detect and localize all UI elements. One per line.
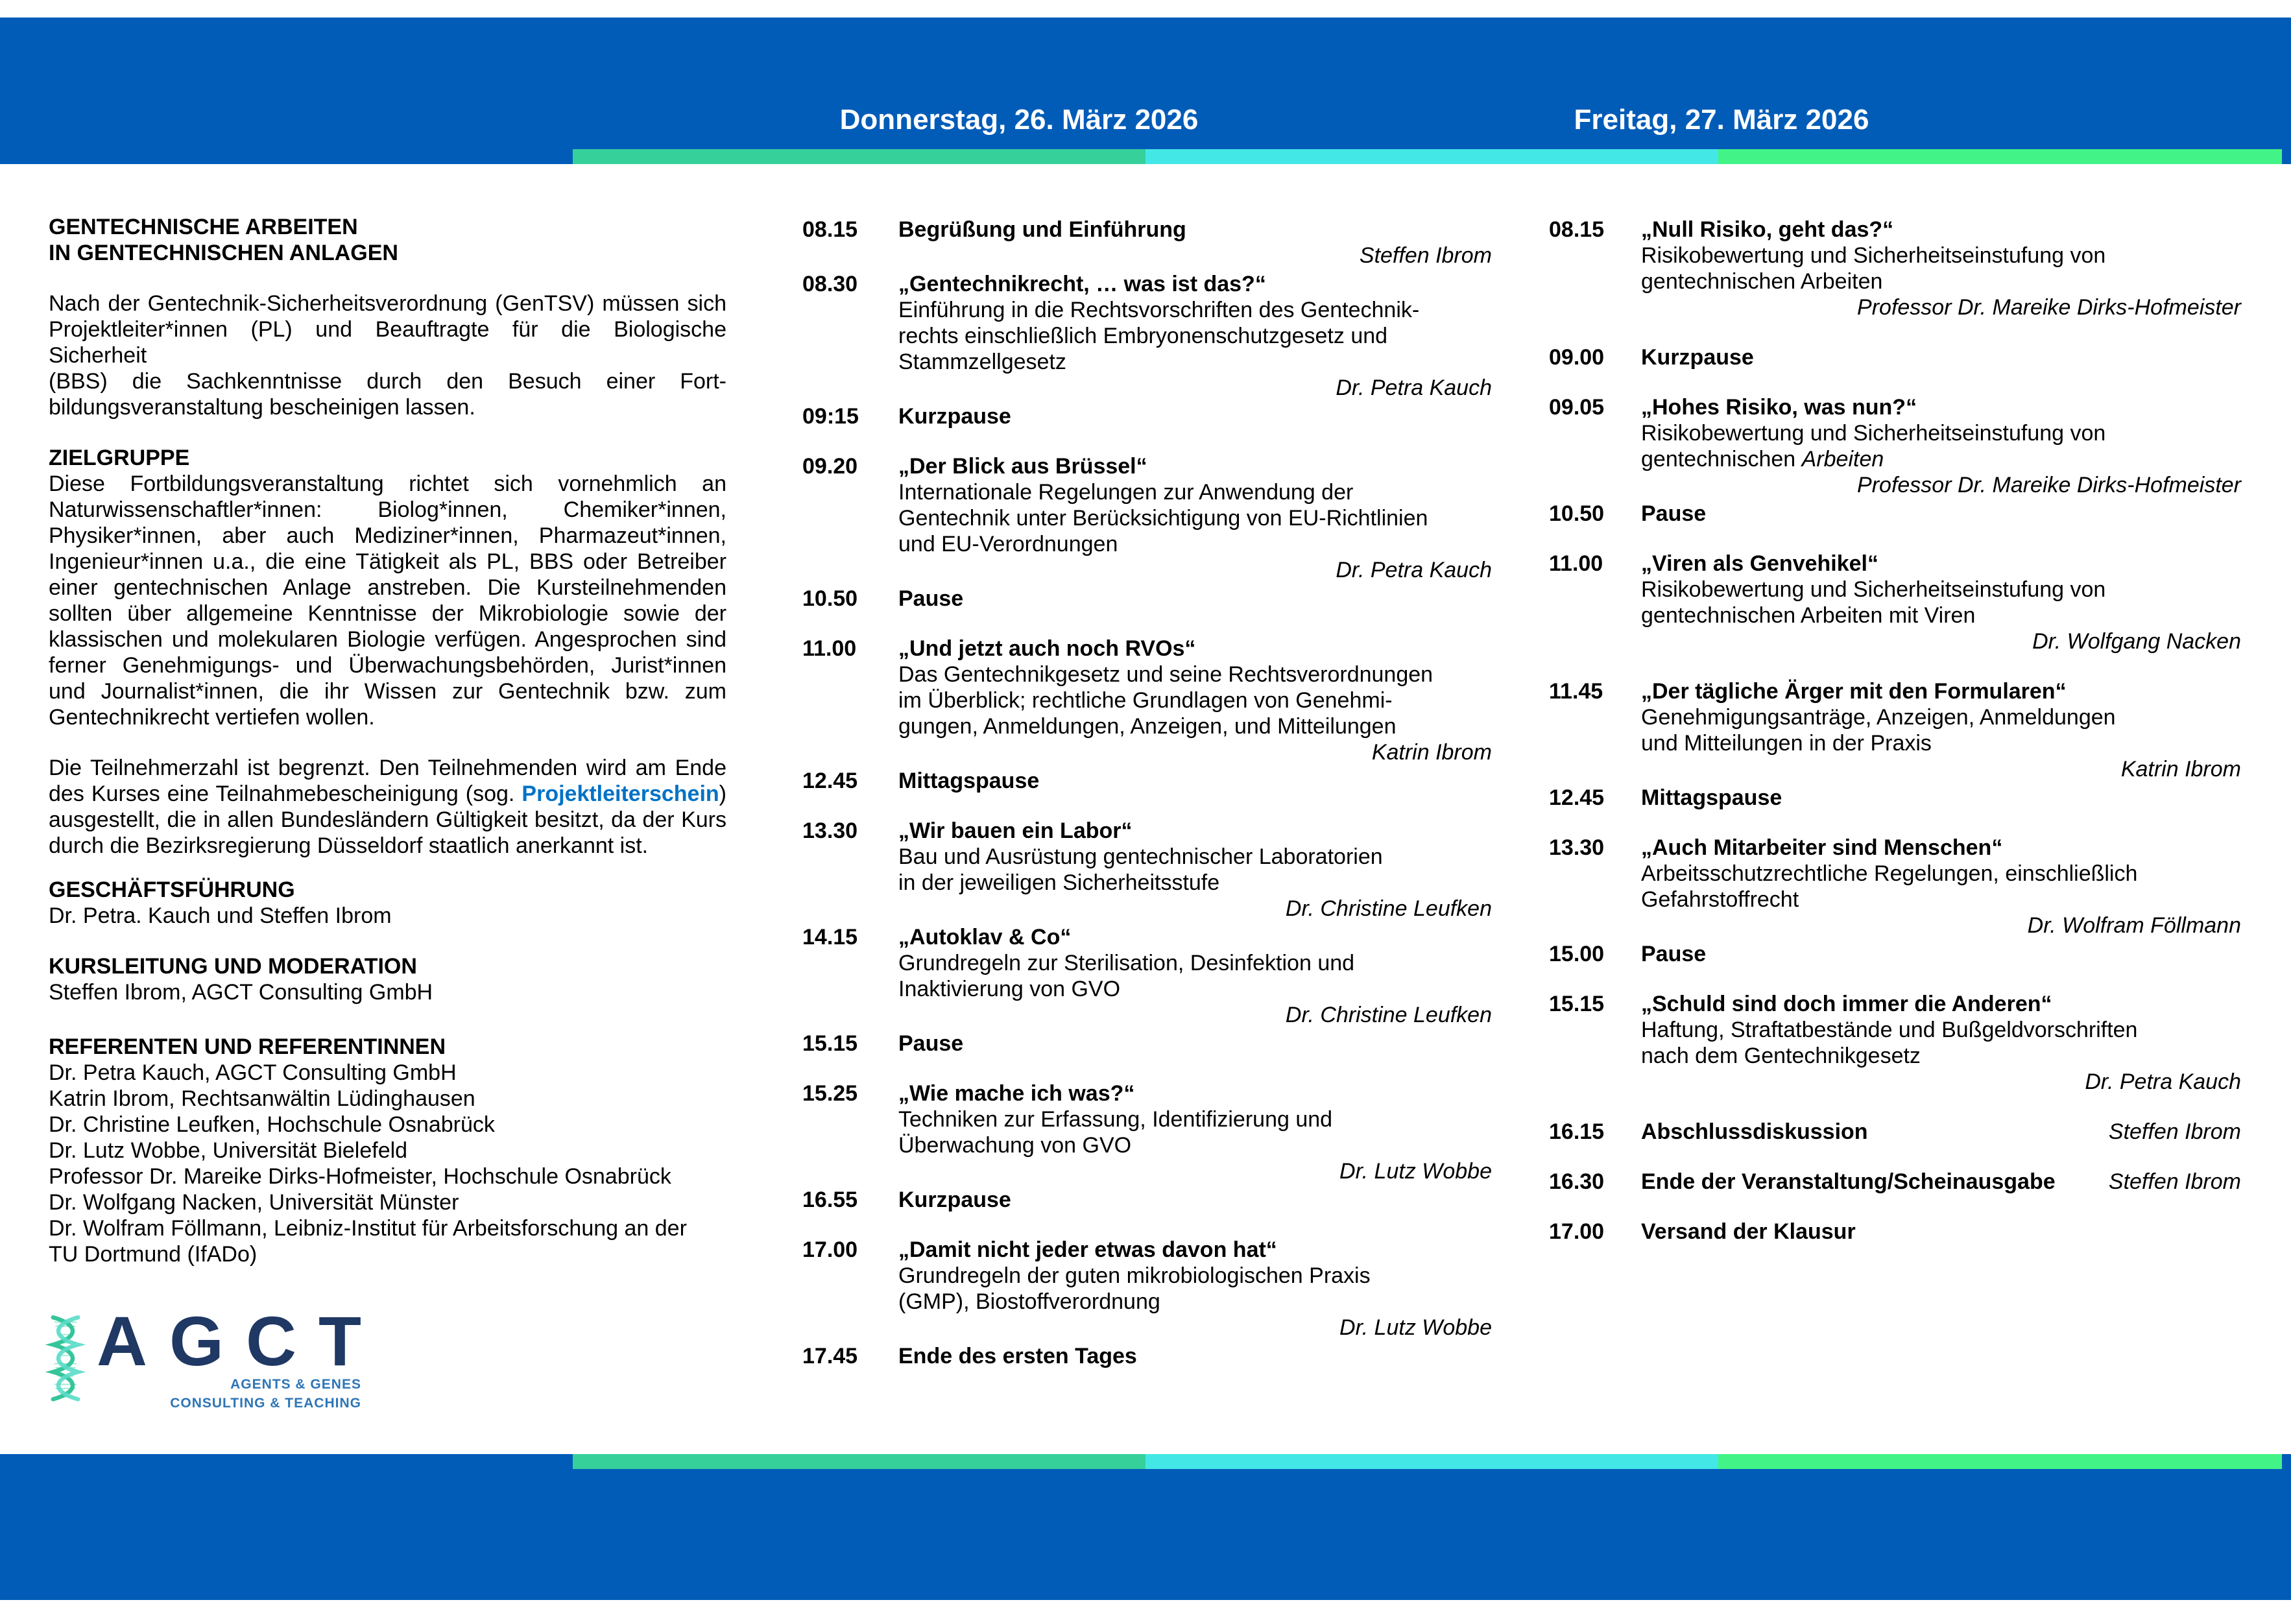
session-desc-line: Überwachung von GVO [898, 1133, 1132, 1158]
session-time: 16.15 [1549, 1119, 1605, 1144]
zielgruppe-paragraph [49, 471, 726, 730]
session-title: „Und jetzt auch noch RVOs“ [898, 636, 1196, 661]
session-title: „Viren als Genvehikel“ [1641, 551, 1878, 576]
session-speaker: Dr. Petra Kauch [2085, 1069, 2241, 1094]
paragraph-line: Die Teilnehmerzahl ist begrenzt. Den Teilnehmenden wird am Ende [49, 756, 726, 780]
schedule-thursday [802, 214, 1492, 1369]
session-speaker: Katrin Ibrom [1371, 740, 1492, 765]
paragraph-line: ausgestellt, die in allen Bundesländern Gültigkeit besitzt, da der Kurs [49, 807, 726, 832]
paragraph-line: klassischen und molekularen Biologie verfügen. Angesprochen sind [49, 627, 726, 652]
session-time: 11.00 [802, 636, 857, 661]
session-desc-line: Risikobewertung und Sicherheitseinstufung von [1641, 577, 2106, 602]
session-title: „Wie mache ich was?“ [898, 1081, 1135, 1106]
session-row [1549, 835, 2241, 938]
session-title: Ende der Veranstaltung/Scheinausgabe [1641, 1169, 2056, 1194]
paragraph-text: des Kurses eine Teilnahmebescheinigung (sog. [49, 782, 522, 806]
info-column [49, 214, 726, 1413]
session-row [1549, 991, 2241, 1095]
paragraph-line: sollten über allgemeine Kenntnisse der Mikrobiologie sowie der [49, 601, 726, 626]
session-desc-line: und Mitteilungen in der Praxis [1641, 731, 1932, 756]
session-desc-line: Arbeitsschutzrechtliche Regelungen, einschließlich [1641, 861, 2138, 886]
session-desc-line: nach dem Gentechnikgesetz [1641, 1044, 1921, 1068]
session-desc-line: rechts einschließlich Embryonenschutzgesetz und [898, 324, 1388, 348]
session-title: „Damit nicht jeder etwas davon hat“ [898, 1237, 1277, 1262]
session-desc-line: Risikobewertung und Sicherheitseinstufung von [1641, 421, 2106, 446]
session-title: „Schuld sind doch immer die Anderen“ [1641, 992, 2052, 1016]
session-time: 17.00 [802, 1237, 858, 1262]
session-row [802, 453, 1492, 583]
session-speaker: Dr. Petra Kauch [1336, 558, 1492, 582]
paragraph-line: bildungsveranstaltung bescheinigen lassen. [49, 395, 475, 420]
session-row [1549, 1119, 2241, 1145]
session-time: 12.45 [1549, 785, 1605, 810]
session-speaker: Steffen Ibrom [1359, 243, 1492, 268]
session-row [802, 1237, 1492, 1341]
page-title-line: GENTECHNISCHE ARBEITEN [49, 215, 358, 239]
session-desc-line: in der jeweiligen Sicherheitsstufe [898, 870, 1220, 895]
strip-segment-green [573, 1454, 1146, 1469]
footer-color-strip [0, 1454, 2291, 1469]
session-desc-line: Das Gentechnikgesetz und seine Rechtsverordnungen [898, 662, 1433, 687]
paragraph-line: einer gentechnischen Anlage anstreben. Die Kursteilnehmenden [49, 575, 726, 600]
strip-segment-bright-green [1718, 1454, 2282, 1469]
session-time: 12.45 [802, 769, 858, 793]
paragraph-text: ) [719, 782, 726, 806]
session-title: „Autoklav & Co“ [898, 925, 1072, 949]
session-title: Mittagspause [898, 769, 1040, 793]
session-row [1549, 551, 2241, 654]
session-time: 08.15 [802, 217, 858, 242]
session-speaker: Dr. Lutz Wobbe [1339, 1159, 1492, 1184]
paragraph-line: Gentechnikrecht vertiefen wollen. [49, 705, 375, 730]
session-time: 13.30 [1549, 835, 1605, 860]
session-row [802, 1343, 1492, 1369]
session-time: 08.30 [802, 272, 858, 296]
session-desc-line: Risikobewertung und Sicherheitseinstufung von [1641, 243, 2106, 268]
session-time: 10.50 [1549, 501, 1605, 526]
session-time: 11.45 [1549, 679, 1603, 704]
session-speaker: Katrin Ibrom [2120, 757, 2241, 782]
session-row [802, 403, 1492, 429]
referent-line: Dr. Wolfgang Nacken, Universität Münster [49, 1190, 459, 1215]
session-time: 16.30 [1549, 1169, 1605, 1194]
section-heading-geschaeftsfuehrung: GESCHÄFTSFÜHRUNG [49, 878, 295, 902]
session-row [1549, 1169, 2241, 1195]
session-time: 09:15 [802, 404, 859, 429]
session-time: 11.00 [1549, 551, 1603, 576]
strip-segment-cap [2282, 149, 2291, 164]
session-title: „Auch Mitarbeiter sind Menschen“ [1641, 835, 2003, 860]
session-row [802, 271, 1492, 401]
session-row [1549, 785, 2241, 811]
referent-line: Dr. Wolfram Föllmann, Leibniz-Institut für Arbeitsforschung an der [49, 1216, 687, 1241]
session-desc-line: (GMP), Biostoffverordnung [898, 1289, 1160, 1314]
session-speaker: Dr. Lutz Wobbe [1339, 1315, 1492, 1340]
certificate-paragraph [49, 755, 726, 859]
session-title: Ende des ersten Tages [898, 1344, 1137, 1368]
session-desc-text: gentechnischen [1641, 447, 1802, 472]
session-row [802, 1187, 1492, 1213]
paragraph-line [49, 781, 726, 807]
session-speaker: Dr. Petra Kauch [1336, 376, 1492, 400]
session-desc-line: und EU-Verordnungen [898, 532, 1118, 556]
session-title: Kurzpause [1641, 345, 1754, 370]
management-names: Dr. Petra. Kauch und Steffen Ibrom [49, 903, 392, 928]
session-title: Pause [1641, 501, 1707, 526]
session-row [1549, 344, 2241, 370]
referent-line: Dr. Christine Leufken, Hochschule Osnabrück [49, 1112, 495, 1137]
paragraph-line: Ingenieur*innen u.a., die eine Tätigkeit als PL, BBS oder Betreiber [49, 549, 726, 574]
session-title: Pause [898, 1031, 964, 1056]
referent-line: Dr. Lutz Wobbe, Universität Bielefeld [49, 1138, 408, 1163]
session-speaker: Dr. Wolfgang Nacken [2032, 629, 2241, 654]
paragraph-line: Nach der Gentechnik-Sicherheitsverordnung (GenTSV) müssen sich [49, 291, 726, 316]
session-title: Pause [898, 586, 964, 611]
session-title: „Wir bauen ein Labor“ [898, 818, 1133, 843]
dna-helix-icon [45, 1311, 86, 1410]
referent-line: Katrin Ibrom, Rechtsanwältin Lüdinghausen [49, 1086, 475, 1111]
session-desc-line: gungen, Anmeldungen, Anzeigen, und Mitteilungen [898, 714, 1397, 739]
strip-segment-cyan [1146, 149, 1718, 164]
session-row [802, 586, 1492, 612]
session-speaker: Steffen Ibrom [2108, 1169, 2241, 1194]
session-time: 13.30 [802, 818, 858, 843]
session-time: 15.15 [802, 1031, 858, 1056]
session-title: „Hohes Risiko, was nun?“ [1641, 395, 1917, 420]
referent-line: TU Dortmund (IfADo) [49, 1242, 258, 1267]
session-desc-line: Einführung in die Rechtsvorschriften des Gentechnik- [898, 298, 1420, 322]
logo-text-block [97, 1302, 383, 1413]
session-title: „Der Blick aus Brüssel“ [898, 454, 1147, 479]
session-speaker: Dr. Wolfram Föllmann [2027, 913, 2241, 938]
session-time: 09.05 [1549, 395, 1605, 420]
session-desc-line: im Überblick; rechtliche Grundlagen von Genehmi- [898, 688, 1393, 713]
session-desc-line: Grundregeln der guten mikrobiologischen Praxis [898, 1263, 1371, 1288]
strip-segment-bright-green [1718, 149, 2282, 164]
session-time: 15.15 [1549, 992, 1605, 1016]
session-desc-line: Bau und Ausrüstung gentechnischer Laboratorien [898, 844, 1383, 869]
session-speaker: Dr. Christine Leufken [1285, 1003, 1492, 1027]
session-time: 09.00 [1549, 345, 1605, 370]
projektleiterschein-link[interactable]: Projektleiterschein [522, 782, 719, 806]
session-row [1549, 394, 2241, 498]
session-row [802, 924, 1492, 1028]
session-row [802, 818, 1492, 922]
session-title: Abschlussdiskussion [1641, 1119, 1868, 1144]
paragraph-line: (BBS) die Sachkenntnisse durch den Besuch einer Fort- [49, 369, 726, 394]
session-title: „Null Risiko, geht das?“ [1641, 217, 1894, 242]
session-time: 15.25 [802, 1081, 858, 1106]
day-title-friday: Freitag, 27. März 2026 [1574, 104, 1869, 136]
session-time: 16.55 [802, 1188, 858, 1212]
session-time: 17.00 [1549, 1219, 1605, 1244]
strip-segment-green [573, 149, 1146, 164]
session-row [802, 636, 1492, 765]
paragraph-line: Projektleiter*innen (PL) und Beauftragte für die Biologische Sicherheit [49, 317, 726, 368]
agct-logo [49, 1302, 726, 1413]
session-title: Mittagspause [1641, 785, 1782, 810]
session-desc-line: Gentechnik unter Berücksichtigung von EU-Richtlinien [898, 506, 1428, 531]
session-time: 09.20 [802, 454, 858, 479]
session-speaker: Dr. Christine Leufken [1285, 896, 1492, 921]
paragraph-line: ferner Genehmigungs- und Überwachungsbehörden, Jurist*innen [49, 653, 726, 678]
session-row [802, 1081, 1492, 1184]
session-desc-line: Genehmigungsanträge, Anzeigen, Anmeldungen [1641, 705, 2116, 730]
session-desc-line: Internationale Regelungen zur Anwendung der [898, 480, 1354, 505]
session-desc-line: Inaktivierung von GVO [898, 977, 1121, 1001]
strip-segment-blue [0, 1454, 573, 1469]
session-speaker: Steffen Ibrom [2108, 1119, 2241, 1144]
session-desc-line [1641, 446, 2241, 472]
session-desc-line: Stammzellgesetz [898, 350, 1066, 374]
session-title: „Der tägliche Ärger mit den Formularen“ [1641, 679, 2067, 704]
logo-letters: AGCT [97, 1302, 383, 1380]
session-row [802, 768, 1492, 794]
page-title-line: IN GENTECHNISCHEN ANLAGEN [49, 241, 398, 265]
session-title: Kurzpause [898, 1188, 1011, 1212]
session-row [1549, 217, 2241, 320]
paragraph-line: und Journalist*innen, die ihr Wissen zur Gentechnik bzw. zum [49, 679, 726, 704]
session-desc-line: Techniken zur Erfassung, Identifizierung und [898, 1107, 1333, 1132]
session-speaker: Professor Dr. Mareike Dirks-Hofmeister [1857, 295, 2241, 320]
session-row [1549, 941, 2241, 967]
paragraph-line: Diese Fortbildungsveranstaltung richtet sich vornehmlich an [49, 472, 726, 496]
session-title: „Gentechnikrecht, … was ist das?“ [898, 272, 1266, 296]
session-row [1549, 678, 2241, 782]
session-time: 10.50 [802, 586, 858, 611]
session-title: Versand der Klausur [1641, 1219, 1856, 1244]
session-row [802, 1031, 1492, 1057]
logo-subtitle-consulting-teaching: CONSULTING & TEACHING [170, 1396, 361, 1411]
referent-line: Professor Dr. Mareike Dirks-Hofmeister, Hochschule Osnabrück [49, 1164, 671, 1189]
session-title: Pause [1641, 942, 1707, 966]
session-title: Kurzpause [898, 404, 1011, 429]
section-heading-kursleitung: KURSLEITUNG UND MODERATION [49, 954, 417, 979]
schedule-friday [1549, 214, 2241, 1245]
strip-segment-blue [0, 149, 573, 164]
section-heading-referenten: REFERENTEN UND REFERENTINNEN [49, 1034, 446, 1059]
header-color-strip [0, 149, 2291, 164]
paragraph-line: durch die Bezirksregierung Düsseldorf staatlich anerkannt ist. [49, 833, 649, 858]
logo-subtitle-agents-genes: AGENTS & GENES [230, 1377, 361, 1392]
session-desc-line: Gefahrstoffrecht [1641, 887, 1799, 912]
session-time: 15.00 [1549, 942, 1605, 966]
session-desc-line: Haftung, Straftatbestände und Bußgeldvorschriften [1641, 1018, 2138, 1042]
intro-paragraph [49, 291, 726, 420]
section-heading-zielgruppe: ZIELGRUPPE [49, 446, 190, 470]
session-desc-line: gentechnischen Arbeiten [1641, 269, 1883, 294]
session-desc-line: Grundregeln zur Sterilisation, Desinfektion und [898, 951, 1355, 975]
session-desc-italic: Arbeiten [1801, 447, 1884, 472]
day-title-thursday: Donnerstag, 26. März 2026 [839, 104, 1199, 136]
session-time: 14.15 [802, 925, 858, 949]
lead-names: Steffen Ibrom, AGCT Consulting GmbH [49, 980, 433, 1005]
strip-segment-cyan [1146, 1454, 1718, 1469]
session-row [1549, 1219, 2241, 1245]
session-time: 17.45 [802, 1344, 858, 1368]
session-row [802, 217, 1492, 269]
referent-line: Dr. Petra Kauch, AGCT Consulting GmbH [49, 1060, 457, 1085]
session-desc-line: gentechnischen Arbeiten mit Viren [1641, 603, 1976, 628]
session-speaker: Professor Dr. Mareike Dirks-Hofmeister [1857, 473, 2241, 497]
paragraph-line: Naturwissenschaftler*innen: Biolog*innen, Chemiker*innen, [49, 497, 726, 522]
session-title: Begrüßung und Einführung [898, 217, 1186, 242]
strip-segment-cap [2282, 1454, 2291, 1469]
footer-band [0, 1469, 2291, 1600]
session-time: 08.15 [1549, 217, 1605, 242]
paragraph-line: Physiker*innen, aber auch Mediziner*innen, Pharmazeut*innen, [49, 523, 726, 548]
session-row [1549, 501, 2241, 527]
